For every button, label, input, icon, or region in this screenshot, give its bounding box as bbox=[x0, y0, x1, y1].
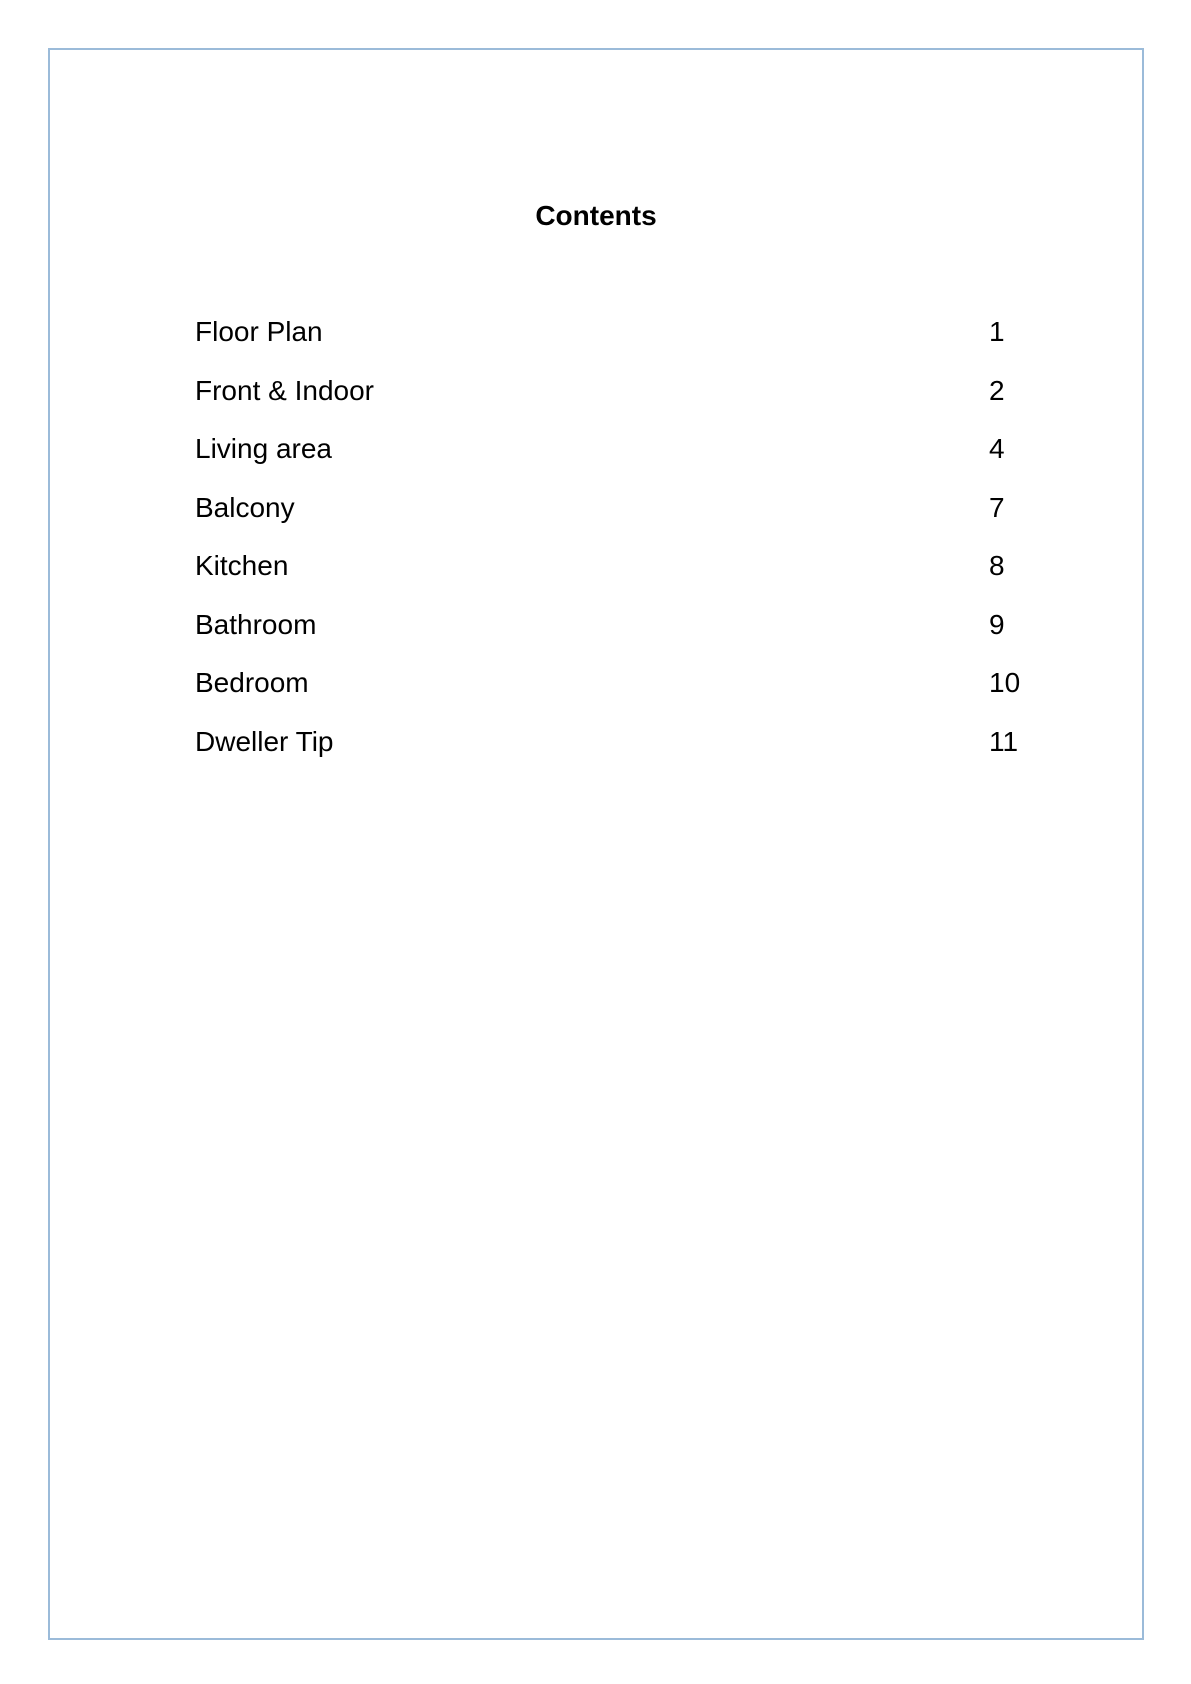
toc-entry-label: Floor Plan bbox=[195, 316, 323, 347]
toc-entry-floor-plan[interactable] bbox=[195, 312, 1045, 371]
toc-entry-kitchen[interactable] bbox=[195, 546, 1045, 605]
toc-entry-page-number: 2 bbox=[989, 374, 1005, 406]
toc-entry-label: Bathroom bbox=[195, 608, 317, 640]
toc-entry-label: Kitchen bbox=[195, 550, 289, 581]
toc-entry-page-number: 7 bbox=[989, 491, 1005, 523]
toc-entry-label: Living area bbox=[195, 433, 332, 464]
toc-entry-label: Bedroom bbox=[195, 667, 309, 698]
toc-entry-bedroom[interactable] bbox=[195, 663, 1045, 722]
toc-entry-balcony[interactable] bbox=[195, 488, 1045, 547]
page-frame bbox=[48, 48, 1144, 1640]
toc-entry-dweller-tip[interactable] bbox=[195, 722, 1045, 781]
toc-entry-page-number: 10 bbox=[989, 667, 1021, 698]
toc-entry-front-indoor[interactable] bbox=[195, 371, 1045, 430]
toc-entry-page-number: 1 bbox=[989, 316, 1005, 347]
toc-entry-label: Dweller Tip bbox=[195, 725, 334, 757]
toc-entry-label: Front & Indoor bbox=[195, 374, 374, 406]
toc-entry-bathroom[interactable] bbox=[195, 605, 1045, 664]
toc-entry-label: Balcony bbox=[195, 491, 295, 523]
toc-entry-page-number: 8 bbox=[989, 550, 1005, 581]
table-of-contents bbox=[195, 312, 1045, 780]
toc-entry-page-number: 9 bbox=[989, 608, 1005, 640]
toc-entry-living-area[interactable] bbox=[195, 429, 1045, 488]
page-title: Contents bbox=[535, 200, 657, 231]
toc-entry-page-number: 11 bbox=[989, 725, 1019, 757]
toc-entry-page-number: 4 bbox=[989, 433, 1005, 464]
